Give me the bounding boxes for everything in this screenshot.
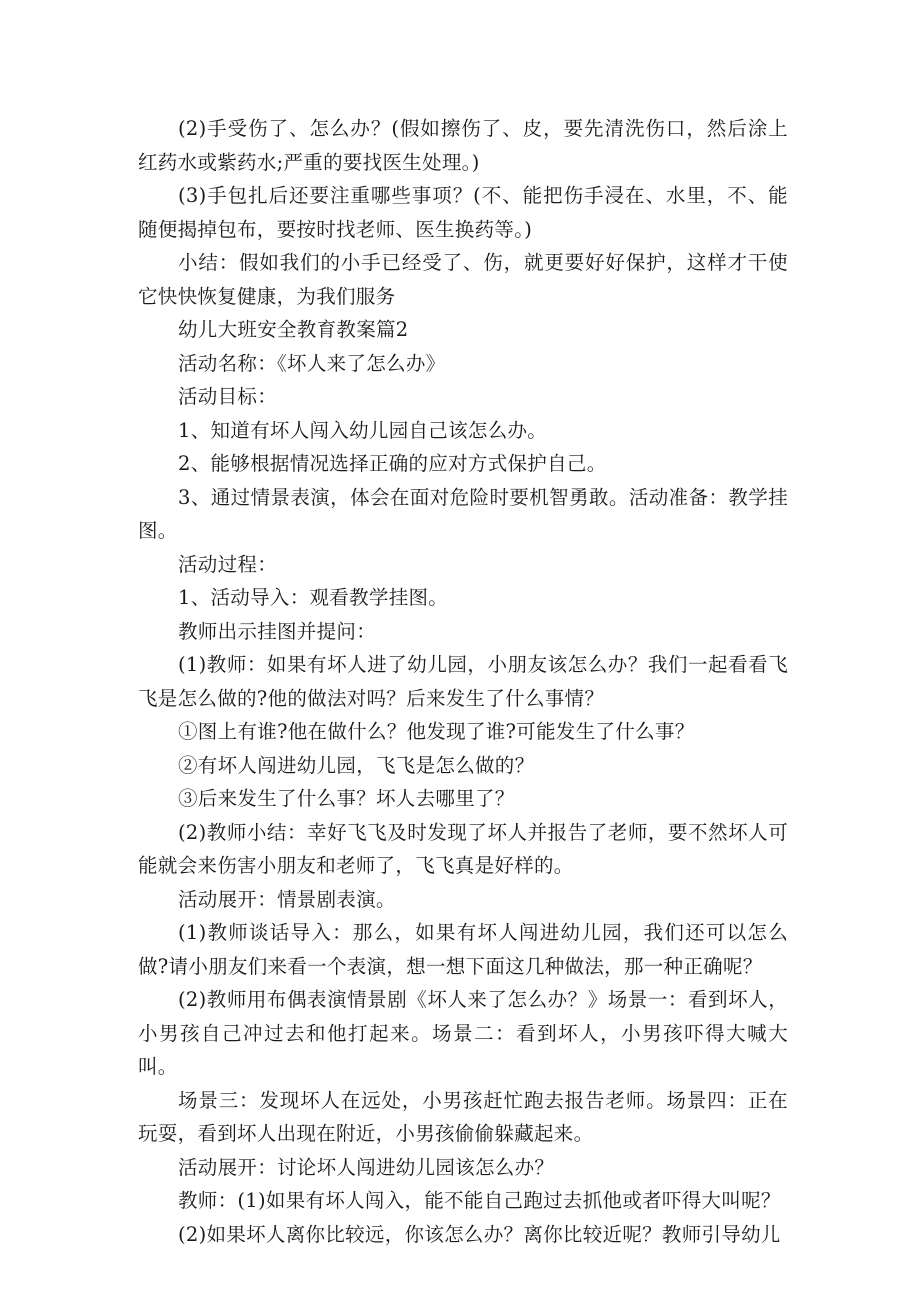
list-item: 1、知道有坏人闯入幼儿园自己该怎么办。 bbox=[178, 418, 548, 442]
paragraph: 场景三：发现坏人在远处，小男孩赶忙跑去报告老师。场景四：正在玩耍，看到坏人出现在附近，小男孩偷偷躲藏起来。 bbox=[138, 1088, 788, 1145]
paragraph: 活动展开：情景剧表演。 bbox=[178, 887, 396, 911]
paragraph: 教师出示挂图并提问： bbox=[178, 619, 377, 643]
paragraph: (1)教师：如果有坏人进了幼儿园，小朋友该怎么办？我们一起看看飞飞是怎么做的?他的做法对吗？后来发生了什么事情？ bbox=[138, 653, 788, 710]
paragraph: (3)手包扎后还要注重哪些事项？(不、能把伤手浸在、水里，不、能随便揭掉包布，要按时找老师、医生换药等。) bbox=[138, 184, 788, 241]
list-item: ①图上有谁?他在做什么？他发现了谁?可能发生了什么事？ bbox=[178, 720, 695, 743]
paragraph: (2)如果坏人离你比较远，你该怎么办？离你比较近呢？教师引导幼儿 bbox=[178, 1222, 781, 1246]
paragraph: 活动展开：讨论坏人闯进幼儿园该怎么办？ bbox=[178, 1155, 555, 1179]
document-body bbox=[138, 112, 788, 1251]
list-item: ②有坏人闯进幼儿园，飞飞是怎么做的？ bbox=[178, 753, 535, 777]
paragraph: 小结：假如我们的小手已经受了、伤，就更要好好保护，这样才干使它快快恢复健康，为我们服务 bbox=[138, 251, 788, 308]
paragraph: (2)教师小结：幸好飞飞及时发现了坏人并报告了老师，要不然坏人可能就会来伤害小朋友和老师了，飞飞真是好样的。 bbox=[138, 820, 788, 877]
list-item: 2、能够根据情况选择正确的应对方式保护自己。 bbox=[178, 452, 607, 475]
list-item: 1、活动导入：观看教学挂图。 bbox=[178, 586, 449, 609]
paragraph: 活动目标： bbox=[178, 385, 278, 408]
paragraph: 活动过程： bbox=[178, 552, 278, 576]
paragraph: 教师：(1)如果有坏人闯入，能不能自己跑过去抓他或者吓得大叫呢？ bbox=[178, 1189, 781, 1212]
paragraph: (1)教师谈话导入：那么，如果有坏人闯进幼儿园，我们还可以怎么做?请小朋友们来看一个表演，想一想下面这几种做法，那一种正确呢？ bbox=[138, 921, 788, 978]
list-item: ③后来发生了什么事？坏人去哪里了？ bbox=[178, 787, 515, 810]
paragraph: (2)手受伤了、怎么办？(假如擦伤了、皮，要先清洗伤口，然后涂上红药水或紫药水;严重的要找医生处理。) bbox=[138, 117, 788, 174]
section-heading: 幼儿大班安全教育教案篇2 bbox=[178, 318, 409, 341]
list-item: 3、通过情景表演，体会在面对危险时要机智勇敢。活动准备：教学挂图。 bbox=[138, 485, 788, 542]
activity-name: 活动名称：《坏人来了怎么办》 bbox=[178, 351, 446, 375]
paragraph: (2)教师用布偶表演情景剧《坏人来了怎么办？》场景一：看到坏人，小男孩自己冲过去和他打起来。场景二：看到坏人，小男孩吓得大喊大叫。 bbox=[138, 988, 788, 1078]
